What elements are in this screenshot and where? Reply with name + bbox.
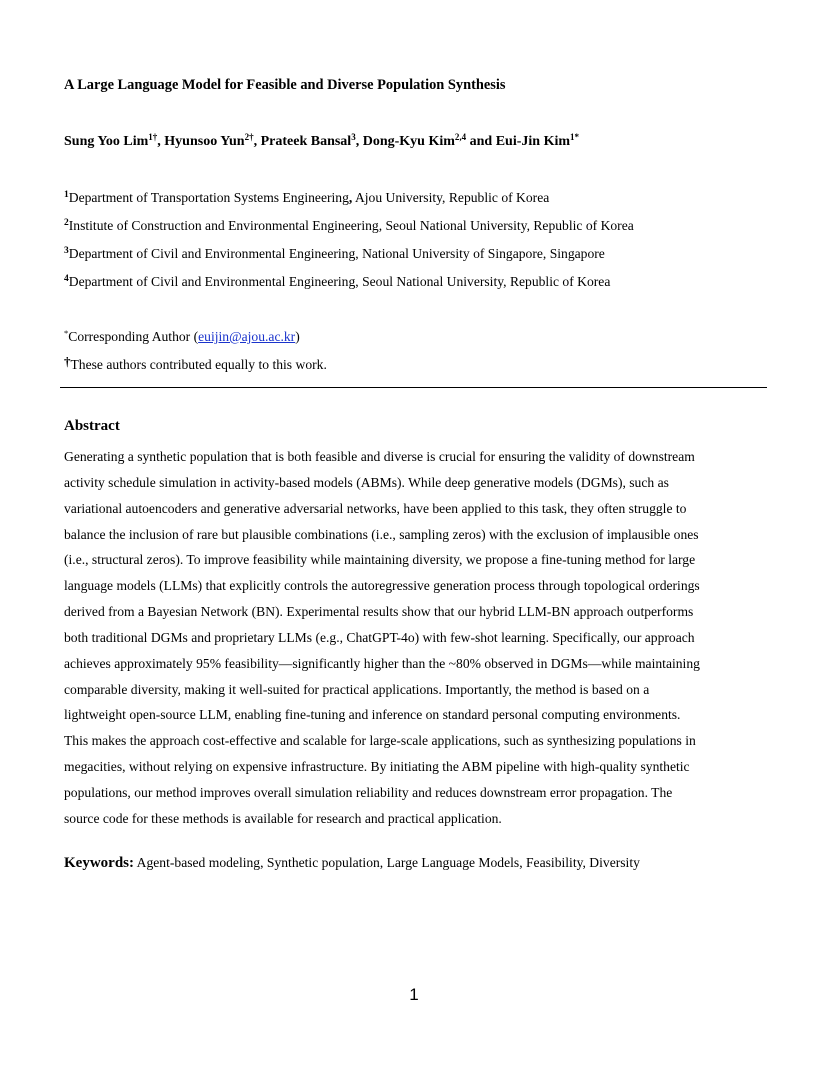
author-5: Eui-Jin Kim$^{1*}$ [495,132,580,149]
abstract-line: source code for these methods is available for research and practical application. [64,810,502,826]
abstract-line: megacities, without relying on expensive infrastructure. By initiating the ABM pipeline with high-quality synthetic [64,759,690,775]
author-list [64,134,579,150]
abstract-heading: Abstract [64,418,120,434]
keywords-text: Agent-based modeling, Synthetic population, Large Language Models, Feasibility, Diversity [134,855,640,870]
keywords-label: Keywords: [64,855,134,871]
abstract-line: activity schedule simulation in activity-based models (ABMs). While deep generative models (DGMs), such as [64,474,669,490]
abstract-line: populations, our method improves overall simulation reliability and reduces downstream error propagation. The [64,784,673,800]
author-2: Hyunsoo Yun$^{2\dagger}$, [164,132,261,149]
abstract-line: comparable diversity, making it well-suited for practical applications. Importantly, the method is based on a [64,681,650,697]
abstract-line: variational autoencoders and generative adversarial networks, have been applied to this task, they often struggle to [64,500,687,516]
affiliation-2: $^2$Institute of Construction and Environmental Engineering, Seoul National University, Republic of Korea [64,218,634,233]
corresponding-email-link[interactable]: euijin@ajou.ac.kr [198,329,296,344]
author-3: Prateek Bansal$^3$, [260,132,363,149]
section-divider [60,387,767,388]
author-1: Sung Yoo Lim$^{1\dagger}$, [64,132,165,149]
equal-contribution-note: †These authors contributed equally to this work. [64,354,327,372]
author-4: Dong-Kyu Kim$^{2,4}$ and [362,132,496,149]
affiliation-4: $^4$Department of Civil and Environmental Engineering, Seoul National University, Republic of Korea [64,274,611,289]
abstract-line: (i.e., structural zeros). To improve feasibility while maintaining diversity, we propose a fine-tuning method for large [64,552,696,568]
abstract-line: lightweight open-source LLM, enabling fine-tuning and inference on standard personal computing environments. [64,707,681,723]
abstract-body [64,444,769,832]
page-number: 1 [409,985,419,1004]
keywords [64,855,640,872]
abstract-line: language models (LLMs) that explicitly controls the autoregressive generation process through topological orderings [64,578,700,594]
affiliation-1: $^1$Department of Transportation Systems Engineering, Ajou University, Republic of Korea [64,190,550,205]
abstract-line: derived from a Bayesian Network (BN). Experimental results show that our hybrid LLM-BN approach outperforms [64,604,694,620]
abstract-line: This makes the approach cost-effective and scalable for large-scale applications, such as synthesizing populations in [64,733,696,749]
paper-title: A Large Language Model for Feasible and Diverse Population Synthesis [64,77,506,93]
affiliation-3: $^3$Department of Civil and Environmental Engineering, National University of Singapore, Singapore [64,246,605,261]
abstract-line: Generating a synthetic population that is both feasible and diverse is crucial for ensuring the validity of downstream [64,449,695,464]
abstract-line: both traditional DGMs and proprietary LLMs (e.g., ChatGPT-4o) with few-shot learning. Specifically, our approach [64,629,695,645]
abstract-line: achieves approximately 95% feasibility—significantly higher than the ~80% observed in DGMs—while maintaining [64,655,700,671]
abstract-line: balance the inclusion of rare but plausible combinations (i.e., sampling zeros) with the exclusion of implausible ones [64,526,699,542]
corresponding-author-note: *Corresponding Author (euijin@ajou.ac.kr) [64,328,300,344]
